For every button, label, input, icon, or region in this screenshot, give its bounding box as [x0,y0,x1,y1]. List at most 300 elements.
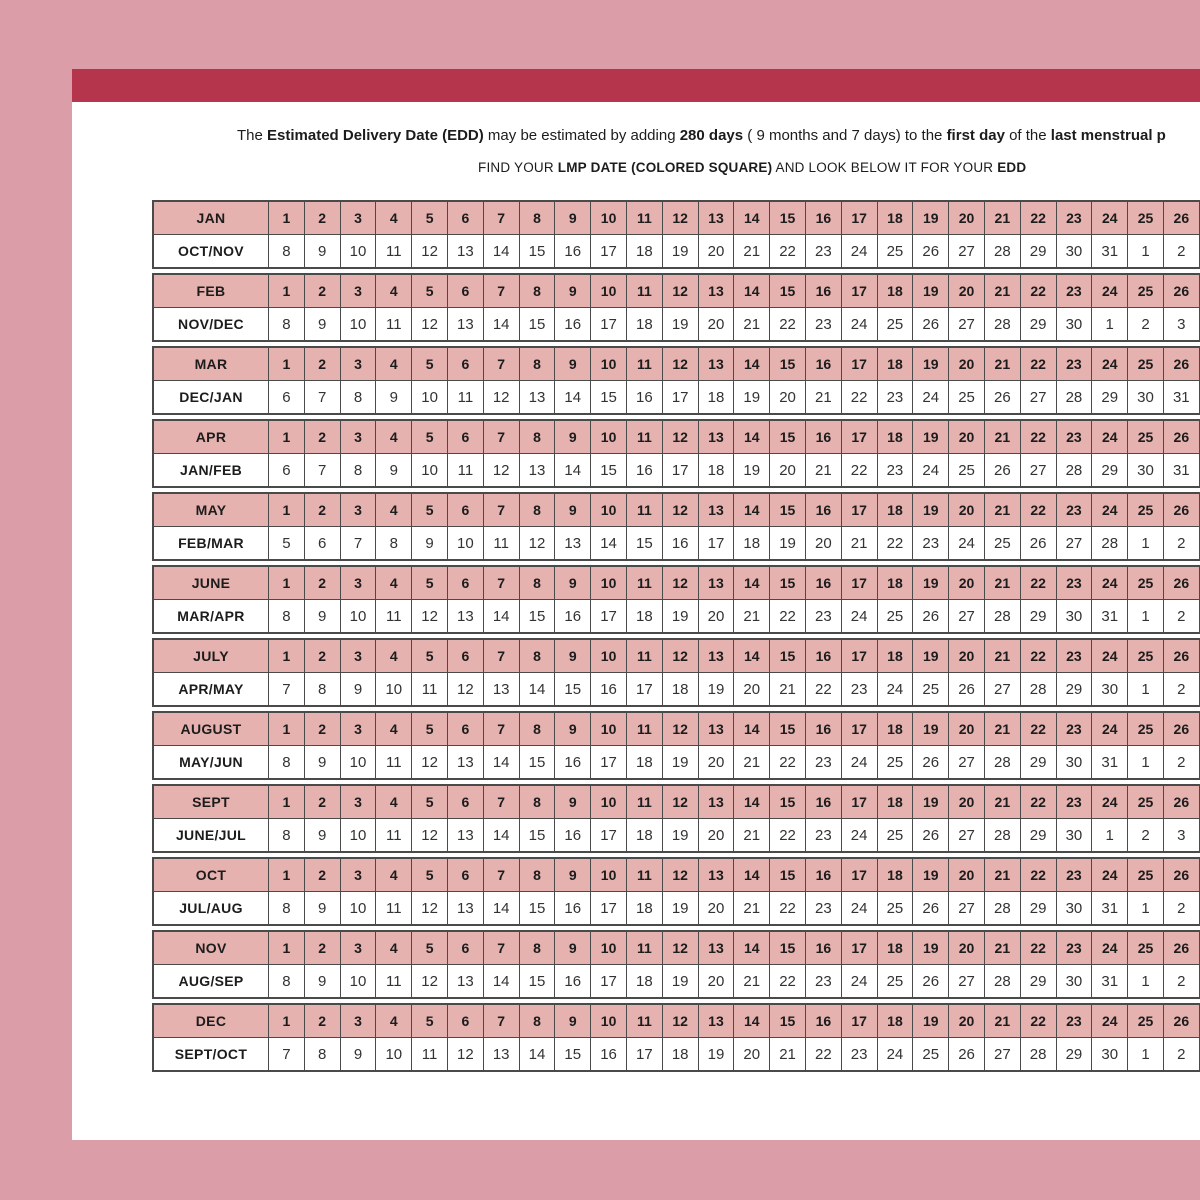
edd-day-value: 28 [984,965,1020,997]
edd-day-value: 18 [662,1038,698,1070]
lmp-day-header: 1 [268,932,304,964]
lmp-day-header: 16 [805,421,841,453]
lmp-day-header: 20 [948,786,984,818]
edd-day-value: 18 [626,600,662,632]
month-block-nov [152,930,1200,999]
lmp-day-header: 22 [1020,713,1056,745]
edd-day-value: 26 [912,235,948,267]
edd-day-value: 28 [984,235,1020,267]
edd-day-value: 25 [948,381,984,413]
edd-day-value: 12 [519,527,555,559]
edd-day-value: 16 [554,892,590,924]
lmp-day-header: 9 [554,494,590,526]
lmp-month-label: JAN [196,210,226,226]
lmp-day-header: 1 [268,713,304,745]
lmp-day-header: 10 [590,494,626,526]
lmp-day-header: 20 [948,859,984,891]
lmp-day-header: 12 [662,202,698,234]
edd-day-value: 27 [948,746,984,778]
edd-day-value: 16 [554,965,590,997]
lmp-day-header: 22 [1020,932,1056,964]
edd-day-value: 28 [1056,381,1092,413]
edd-day-value: 2 [1127,308,1163,340]
lmp-day-header: 17 [841,786,877,818]
lmp-day-header: 11 [626,567,662,599]
lmp-day-header: 22 [1020,421,1056,453]
lmp-day-header: 11 [626,640,662,672]
lmp-header-row [154,421,1200,454]
edd-day-value: 19 [662,819,698,851]
lmp-day-header: 15 [769,421,805,453]
lmp-day-header: 18 [877,640,913,672]
edd-month-label: OCT/NOV [178,243,244,259]
lmp-day-header: 24 [1091,1005,1127,1037]
edd-day-value: 28 [1056,454,1092,486]
edd-day-value: 31 [1091,892,1127,924]
lmp-day-header: 17 [841,348,877,380]
edd-day-value: 25 [877,746,913,778]
edd-day-value: 17 [662,454,698,486]
lmp-day-header: 14 [733,1005,769,1037]
lmp-day-header: 21 [984,421,1020,453]
lmp-day-header: 16 [805,932,841,964]
intro-text: ( 9 months and 7 days) to the [743,127,947,144]
lmp-day-header: 6 [447,859,483,891]
lmp-day-header: 16 [805,713,841,745]
lmp-day-header: 12 [662,348,698,380]
edd-day-value: 27 [948,600,984,632]
lmp-day-header: 26 [1163,932,1199,964]
edd-day-value: 12 [411,965,447,997]
edd-day-value: 3 [1163,308,1199,340]
edd-day-value: 25 [912,673,948,705]
edd-day-value: 14 [483,235,519,267]
edd-day-value: 10 [340,235,376,267]
lmp-day-header: 18 [877,932,913,964]
lmp-day-header: 19 [912,202,948,234]
lmp-day-header: 21 [984,713,1020,745]
lmp-month-label: JULY [193,648,229,664]
edd-day-value: 2 [1163,1038,1199,1070]
edd-day-value: 22 [769,746,805,778]
lmp-day-header: 9 [554,275,590,307]
lmp-day-header: 20 [948,932,984,964]
lmp-month-label: OCT [195,867,227,883]
lmp-day-header: 26 [1163,567,1199,599]
lmp-day-header: 22 [1020,786,1056,818]
edd-day-value: 29 [1020,892,1056,924]
edd-day-value: 30 [1127,454,1163,486]
edd-day-value: 28 [984,746,1020,778]
edd-day-value: 19 [662,892,698,924]
edd-day-value: 27 [984,673,1020,705]
edd-day-value: 20 [733,673,769,705]
edd-day-value: 14 [483,819,519,851]
edd-month-label: SEPT/OCT [174,1046,248,1062]
edd-day-value: 22 [769,600,805,632]
lmp-day-header: 4 [375,932,411,964]
lmp-day-header: 3 [340,1005,376,1037]
lmp-day-header: 24 [1091,640,1127,672]
edd-day-value: 18 [626,819,662,851]
edd-day-value: 26 [984,381,1020,413]
intro-text-bold: 280 days [679,127,744,144]
intro-text: FIND YOUR [478,160,558,175]
edd-day-value: 27 [948,892,984,924]
lmp-day-header: 6 [447,1005,483,1037]
lmp-day-header: 23 [1056,202,1092,234]
edd-day-value: 26 [912,308,948,340]
lmp-day-header: 14 [733,786,769,818]
month-block-july [152,638,1200,707]
lmp-day-header: 14 [733,859,769,891]
edd-day-value: 12 [411,819,447,851]
edd-day-value: 10 [411,454,447,486]
edd-day-value: 29 [1020,308,1056,340]
lmp-day-header: 13 [698,275,734,307]
lmp-day-header: 13 [698,421,734,453]
edd-day-value: 17 [590,965,626,997]
lmp-day-header: 9 [554,713,590,745]
lmp-day-header: 3 [340,932,376,964]
edd-day-value: 27 [948,819,984,851]
lmp-day-header: 20 [948,202,984,234]
edd-day-value: 9 [340,1038,376,1070]
intro-text: may be estimated by adding [483,127,680,144]
lmp-day-header: 26 [1163,202,1199,234]
lmp-month-label: MAY [195,502,227,518]
edd-day-value: 25 [877,965,913,997]
lmp-day-header: 2 [304,348,340,380]
lmp-day-header: 21 [984,640,1020,672]
lmp-day-header: 1 [268,275,304,307]
edd-day-value: 11 [411,673,447,705]
edd-month-label: APR/MAY [178,681,244,697]
lmp-day-header: 7 [483,713,519,745]
edd-day-value: 13 [447,308,483,340]
edd-day-value: 17 [590,746,626,778]
lmp-day-header: 4 [375,640,411,672]
edd-value-row [154,965,1200,997]
edd-day-value: 10 [340,746,376,778]
lmp-day-header: 11 [626,202,662,234]
edd-day-value: 29 [1020,965,1056,997]
edd-day-value: 16 [554,746,590,778]
lmp-day-header: 10 [590,275,626,307]
edd-day-value: 25 [877,600,913,632]
edd-day-value: 28 [984,600,1020,632]
edd-day-value: 17 [590,892,626,924]
lmp-day-header: 4 [375,202,411,234]
edd-day-value: 10 [340,308,376,340]
edd-day-value: 19 [733,454,769,486]
lmp-day-header: 19 [912,421,948,453]
lmp-day-header: 15 [769,1005,805,1037]
edd-day-value: 28 [984,892,1020,924]
lmp-day-header: 26 [1163,1005,1199,1037]
edd-day-value: 20 [698,892,734,924]
edd-day-value: 17 [590,308,626,340]
edd-day-value: 25 [877,235,913,267]
edd-day-value: 15 [590,381,626,413]
lmp-day-header: 1 [268,640,304,672]
edd-day-value: 11 [375,600,411,632]
edd-day-value: 25 [984,527,1020,559]
lmp-day-header: 19 [912,348,948,380]
lmp-day-header: 23 [1056,786,1092,818]
edd-day-value: 24 [841,600,877,632]
lmp-day-header: 4 [375,494,411,526]
lmp-day-header: 2 [304,640,340,672]
lmp-day-header: 15 [769,640,805,672]
lmp-day-header: 11 [626,494,662,526]
edd-value-row [154,1038,1200,1070]
edd-day-value: 14 [483,892,519,924]
edd-day-value: 18 [733,527,769,559]
lmp-day-header: 5 [411,1005,447,1037]
lmp-day-header: 10 [590,348,626,380]
lmp-day-header: 13 [698,786,734,818]
edd-day-value: 24 [948,527,984,559]
lmp-day-header: 3 [340,567,376,599]
edd-month-label: NOV/DEC [178,316,244,332]
edd-day-value: 8 [304,1038,340,1070]
edd-day-value: 13 [483,673,519,705]
edd-day-value: 19 [662,308,698,340]
edd-day-value: 13 [519,454,555,486]
edd-day-value: 21 [733,819,769,851]
edd-day-value: 2 [1163,892,1199,924]
edd-day-value: 14 [483,600,519,632]
lmp-day-header: 5 [411,640,447,672]
lmp-day-header: 15 [769,275,805,307]
lmp-day-header: 6 [447,932,483,964]
edd-day-value: 11 [447,454,483,486]
edd-value-row [154,600,1200,632]
lmp-day-header: 24 [1091,202,1127,234]
lmp-day-header: 2 [304,421,340,453]
edd-day-value: 3 [1163,819,1199,851]
lmp-day-header: 14 [733,494,769,526]
edd-day-value: 1 [1127,746,1163,778]
lmp-day-header: 11 [626,1005,662,1037]
edd-day-value: 1 [1127,673,1163,705]
lmp-day-header: 23 [1056,494,1092,526]
edd-day-value: 13 [447,819,483,851]
edd-day-value: 8 [340,454,376,486]
lmp-day-header: 20 [948,713,984,745]
lmp-day-header: 2 [304,494,340,526]
lmp-day-header: 15 [769,713,805,745]
lmp-day-header: 16 [805,1005,841,1037]
lmp-day-header: 8 [519,713,555,745]
lmp-day-header: 19 [912,640,948,672]
lmp-day-header: 26 [1163,859,1199,891]
edd-day-value: 8 [268,235,304,267]
edd-day-value: 27 [948,308,984,340]
edd-day-value: 9 [375,454,411,486]
lmp-day-header: 17 [841,932,877,964]
edd-day-value: 19 [733,381,769,413]
edd-day-value: 11 [411,1038,447,1070]
edd-day-value: 30 [1091,1038,1127,1070]
edd-day-value: 16 [662,527,698,559]
lmp-day-header: 17 [841,1005,877,1037]
lmp-header-row [154,348,1200,381]
lmp-month-label: AUGUST [180,721,242,737]
lmp-day-header: 12 [662,932,698,964]
edd-day-value: 12 [483,454,519,486]
lmp-day-header: 10 [590,786,626,818]
edd-day-value: 9 [375,381,411,413]
edd-day-value: 9 [304,819,340,851]
lmp-day-header: 25 [1127,1005,1163,1037]
edd-day-value: 9 [304,235,340,267]
edd-day-value: 14 [519,673,555,705]
edd-day-value: 7 [268,1038,304,1070]
edd-day-value: 30 [1056,235,1092,267]
lmp-day-header: 18 [877,567,913,599]
edd-day-value: 2 [1163,600,1199,632]
lmp-day-header: 11 [626,859,662,891]
lmp-day-header: 10 [590,1005,626,1037]
lmp-day-header: 8 [519,421,555,453]
lmp-day-header: 22 [1020,202,1056,234]
edd-day-value: 26 [912,965,948,997]
month-block-jan [152,200,1200,269]
edd-day-value: 22 [769,235,805,267]
lmp-day-header: 24 [1091,567,1127,599]
edd-day-value: 16 [626,454,662,486]
edd-day-value: 18 [626,746,662,778]
edd-day-value: 20 [698,308,734,340]
lmp-day-header: 24 [1091,421,1127,453]
edd-day-value: 22 [841,381,877,413]
edd-day-value: 11 [375,965,411,997]
intro-text-bold: last menstrual p [1050,127,1166,144]
edd-value-row [154,454,1200,486]
edd-day-value: 31 [1091,746,1127,778]
lmp-day-header: 19 [912,275,948,307]
edd-day-value: 20 [805,527,841,559]
lmp-day-header: 25 [1127,421,1163,453]
edd-month-label: FEB/MAR [178,535,244,551]
edd-value-row [154,892,1200,924]
top-accent-bar [72,69,1200,102]
edd-day-value: 17 [590,819,626,851]
edd-day-value: 12 [483,381,519,413]
edd-day-value: 15 [554,1038,590,1070]
lmp-day-header: 10 [590,421,626,453]
edd-day-value: 31 [1091,235,1127,267]
intro-text-bold: first day [946,127,1005,144]
lmp-day-header: 10 [590,640,626,672]
edd-day-value: 13 [447,965,483,997]
edd-day-value: 12 [411,746,447,778]
lmp-day-header: 26 [1163,421,1199,453]
edd-day-value: 22 [805,673,841,705]
month-block-may [152,492,1200,561]
lmp-day-header: 8 [519,275,555,307]
edd-day-value: 21 [733,600,769,632]
edd-day-value: 16 [554,600,590,632]
edd-day-value: 18 [626,965,662,997]
edd-day-value: 17 [590,235,626,267]
edd-day-value: 29 [1091,454,1127,486]
lmp-day-header: 12 [662,421,698,453]
edd-day-value: 15 [519,892,555,924]
lmp-day-header: 3 [340,713,376,745]
lmp-day-header: 23 [1056,932,1092,964]
edd-day-value: 22 [877,527,913,559]
lmp-day-header: 24 [1091,932,1127,964]
edd-day-value: 24 [841,235,877,267]
lmp-day-header: 18 [877,786,913,818]
edd-day-value: 2 [1163,965,1199,997]
lmp-day-header: 13 [698,202,734,234]
lmp-day-header: 23 [1056,567,1092,599]
edd-day-value: 28 [1020,673,1056,705]
edd-day-value: 20 [769,454,805,486]
lmp-month-label: FEB [196,283,226,299]
intro-text: AND LOOK BELOW IT FOR YOUR [772,160,998,175]
lmp-day-header: 11 [626,421,662,453]
edd-day-value: 26 [948,673,984,705]
lmp-day-header: 4 [375,859,411,891]
edd-day-value: 20 [769,381,805,413]
lmp-day-header: 17 [841,567,877,599]
edd-day-value: 28 [1020,1038,1056,1070]
lmp-day-header: 7 [483,567,519,599]
lmp-day-header: 16 [805,275,841,307]
edd-day-value: 20 [698,235,734,267]
lmp-day-header: 3 [340,421,376,453]
lmp-day-header: 7 [483,932,519,964]
edd-day-value: 5 [268,527,304,559]
edd-day-value: 9 [304,746,340,778]
lmp-day-header: 6 [447,494,483,526]
lmp-day-header: 25 [1127,859,1163,891]
lmp-day-header: 14 [733,567,769,599]
edd-day-value: 7 [268,673,304,705]
lmp-month-label: JUNE [191,575,231,591]
edd-day-value: 26 [912,819,948,851]
edd-day-value: 21 [805,454,841,486]
lmp-day-header: 4 [375,713,411,745]
lmp-header-row [154,275,1200,308]
edd-day-value: 11 [375,892,411,924]
lmp-day-header: 9 [554,640,590,672]
lmp-day-header: 16 [805,786,841,818]
edd-day-value: 9 [304,965,340,997]
edd-day-value: 21 [733,235,769,267]
edd-day-value: 23 [877,381,913,413]
edd-day-value: 14 [483,965,519,997]
lmp-day-header: 24 [1091,786,1127,818]
lmp-day-header: 7 [483,494,519,526]
edd-day-value: 7 [304,381,340,413]
edd-day-value: 1 [1127,600,1163,632]
edd-day-value: 9 [304,308,340,340]
lmp-day-header: 25 [1127,275,1163,307]
lmp-day-header: 10 [590,567,626,599]
lmp-day-header: 14 [733,275,769,307]
edd-day-value: 21 [733,965,769,997]
edd-day-value: 11 [375,746,411,778]
lmp-day-header: 1 [268,859,304,891]
lmp-day-header: 23 [1056,348,1092,380]
lmp-day-header: 5 [411,275,447,307]
